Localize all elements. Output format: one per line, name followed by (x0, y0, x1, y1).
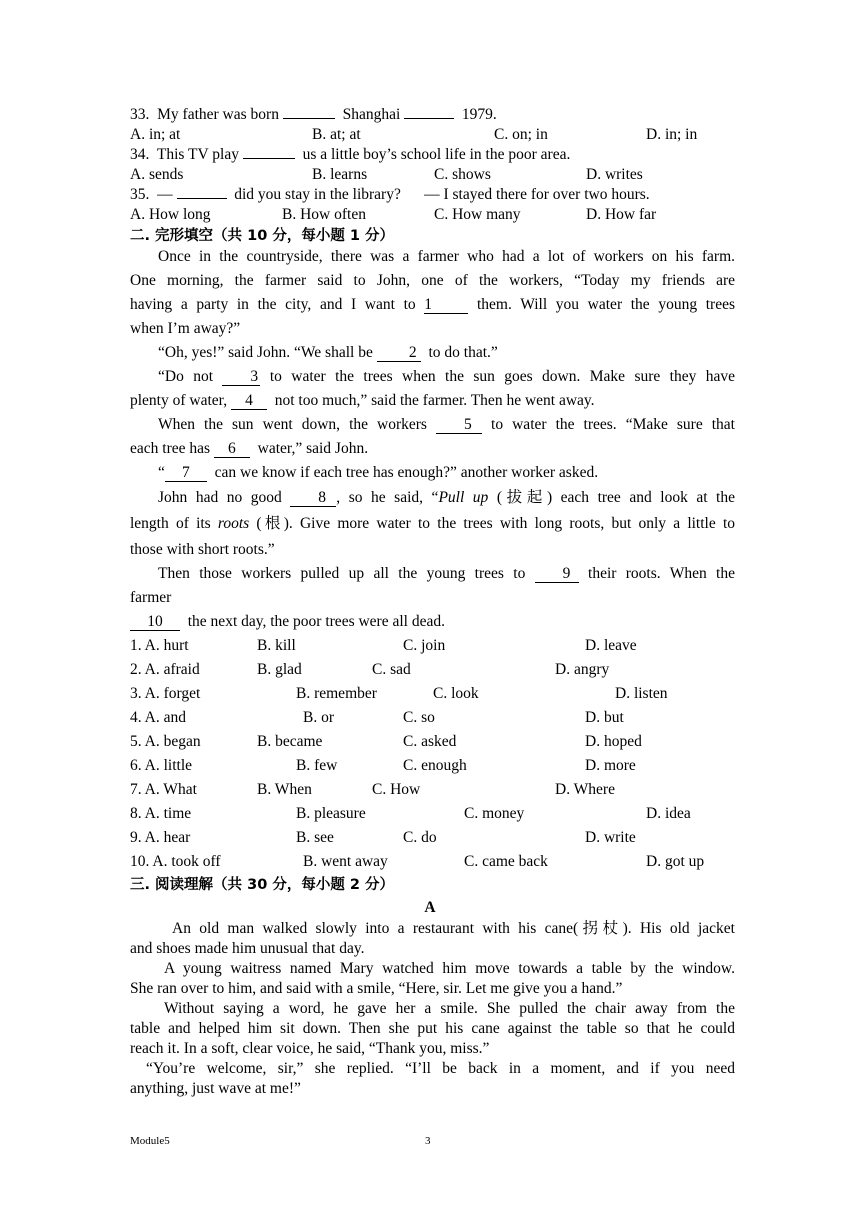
cloze-line: 10 the next day, the poor trees were all dead. (130, 612, 735, 632)
cloze-option: 1. A. hurt (130, 637, 189, 654)
cloze-option: B. When (257, 781, 312, 798)
cloze-option: B. pleasure (296, 805, 366, 822)
cloze-line: Then those workers pulled up all the young trees to 9 their roots. When the (158, 565, 735, 582)
passage-line: anything, just wave at me!” (130, 1080, 301, 1097)
passage-line: “You’re welcome, sir,” she replied. “I’ll be back in a moment, and if you need (146, 1060, 735, 1077)
option-d: D. writes (586, 166, 643, 183)
cloze-blank: 7 (165, 465, 207, 482)
cloze-option: B. remember (296, 685, 377, 702)
cloze-option: 5. A. began (130, 733, 201, 750)
cloze-blank: 5 (436, 417, 482, 434)
question-35 (130, 185, 735, 205)
option-c: C. on; in (494, 126, 548, 143)
cloze-line: having a party in the city, and I want to 1 them. Will you water the young trees (130, 296, 736, 313)
cloze-blank: 6 (214, 441, 250, 458)
cloze-option: D. Where (555, 781, 615, 798)
cloze-line: when I’m away?” (130, 320, 241, 337)
option-c: C. shows (434, 166, 491, 183)
cloze-line: One morning, the farmer said to John, one of the workers, “Today my friends are (130, 272, 735, 289)
cloze-blank: 4 (231, 393, 267, 410)
question-stem: My father was born (157, 106, 279, 123)
passage-line: and shoes made him unusual that day. (130, 940, 365, 957)
cloze-option: D. more (585, 757, 636, 774)
answer-blank (283, 118, 335, 119)
cloze-option: C. asked (403, 733, 457, 750)
cloze-option: C. join (403, 637, 446, 654)
option-c: C. How many (434, 206, 521, 223)
passage-label: A (424, 899, 436, 916)
cloze-option: 4. A. and (130, 709, 186, 726)
cloze-option: C. came back (464, 853, 548, 870)
cloze-line: farmer (130, 589, 172, 606)
cloze-option: D. got up (646, 853, 705, 870)
passage-line: An old man walked slowly into a restaurant with his cane(拐杖). His old jacket (172, 920, 735, 937)
answer-blank (177, 198, 227, 199)
option-a: A. How long (130, 206, 211, 223)
passage-line: A young waitress named Mary watched him move towards a table by the window. (164, 960, 735, 977)
cloze-option: D. write (585, 829, 636, 846)
option-b: B. How often (282, 206, 366, 223)
cloze-blank: 1 (424, 297, 468, 314)
passage-line: table and helped him sit down. Then she put his cane against the table so that he could (130, 1020, 735, 1037)
question-34 (130, 145, 735, 165)
cloze-option: C. sad (372, 661, 411, 678)
cloze-option: B. kill (257, 637, 296, 654)
cloze-option: B. or (303, 709, 334, 726)
cloze-option: B. became (257, 733, 323, 750)
cloze-option: C. look (433, 685, 479, 702)
cloze-option: 3. A. forget (130, 685, 201, 702)
question-number: 34. (130, 146, 150, 163)
question-number: 33. (130, 106, 150, 123)
cloze-option: D. but (585, 709, 624, 726)
cloze-option: B. few (296, 757, 338, 774)
cloze-line: “Do not 3 to water the trees when the sun goes down. Make sure they have (158, 368, 735, 385)
cloze-option: D. idea (646, 805, 691, 822)
cloze-option: B. see (296, 829, 334, 846)
footer-module-label: Module5 (130, 1135, 170, 1147)
question-stem: — I stayed there for over two hours. (424, 186, 650, 203)
cloze-line: length of its roots (根). Give more water to the trees with long roots, but only a little to (130, 515, 735, 532)
cloze-line: John had no good 8 , so he said, “Pull up (拔起) each tree and look at the (158, 489, 735, 506)
question-stem: Shanghai (342, 106, 401, 123)
option-a: A. sends (130, 166, 184, 183)
question-stem: us a little boy’s school life in the poor area. (302, 146, 571, 163)
option-b: B. learns (312, 166, 368, 183)
question-stem: did you stay in the library? (234, 186, 401, 203)
passage-line: reach it. In a soft, clear voice, he said, “Thank you, miss.” (130, 1040, 490, 1057)
cloze-option: 9. A. hear (130, 829, 191, 846)
section-heading-reading: 三. 阅读理解（共 30 分，每小题 2 分） (130, 877, 395, 893)
cloze-option: C. enough (403, 757, 467, 774)
cloze-option: B. glad (257, 661, 302, 678)
option-d: D. How far (586, 206, 657, 223)
option-a: A. in; at (130, 126, 181, 143)
question-stem: — (157, 186, 173, 203)
cloze-line: each tree has 6 water,” said John. (130, 440, 369, 457)
cloze-option: D. angry (555, 661, 610, 678)
cloze-line: Once in the countryside, there was a farmer who had a lot of workers on his farm. (158, 248, 735, 265)
question-number: 35. (130, 186, 150, 203)
cloze-blank: 10 (130, 614, 180, 631)
cloze-option: 6. A. little (130, 757, 192, 774)
cloze-blank: 8 (290, 490, 336, 507)
section-heading-cloze: 二. 完形填空（共 10 分，每小题 1 分） (130, 228, 395, 244)
page-number: 3 (425, 1135, 431, 1147)
option-d: D. in; in (646, 126, 698, 143)
passage-line: Without saying a word, he gave her a smile. She pulled the chair away from the (164, 1000, 735, 1017)
cloze-option: D. leave (585, 637, 637, 654)
answer-blank (404, 118, 454, 119)
cloze-option: C. so (403, 709, 435, 726)
cloze-blank: 9 (535, 566, 579, 583)
cloze-line: “Oh, yes!” said John. “We shall be 2 to do that.” (158, 344, 498, 361)
cloze-line: “ 7 can we know if each tree has enough?” another worker asked. (158, 464, 599, 481)
cloze-option: C. do (403, 829, 437, 846)
question-stem: This TV play (156, 146, 239, 163)
cloze-option: B. went away (303, 853, 388, 870)
cloze-option: 10. A. took off (130, 853, 221, 870)
cloze-line: plenty of water, 4 not too much,” said the farmer. Then he went away. (130, 392, 595, 409)
cloze-blank: 3 (222, 369, 260, 386)
answer-blank (243, 158, 295, 159)
question-stem: 1979. (461, 106, 497, 123)
cloze-option: 2. A. afraid (130, 661, 200, 678)
question-33 (130, 105, 735, 125)
cloze-blank: 2 (377, 345, 421, 362)
cloze-option: 7. A. What (130, 781, 197, 798)
cloze-line: those with short roots.” (130, 541, 275, 558)
cloze-option: D. listen (615, 685, 668, 702)
cloze-option: C. money (464, 805, 525, 822)
cloze-option: C. How (372, 781, 421, 798)
option-b: B. at; at (312, 126, 361, 143)
cloze-option: D. hoped (585, 733, 642, 750)
cloze-line: When the sun went down, the workers 5 to water the trees. “Make sure that (158, 416, 735, 433)
cloze-option: 8. A. time (130, 805, 192, 822)
passage-line: She ran over to him, and said with a smile, “Here, sir. Let me give you a hand.” (130, 980, 623, 997)
